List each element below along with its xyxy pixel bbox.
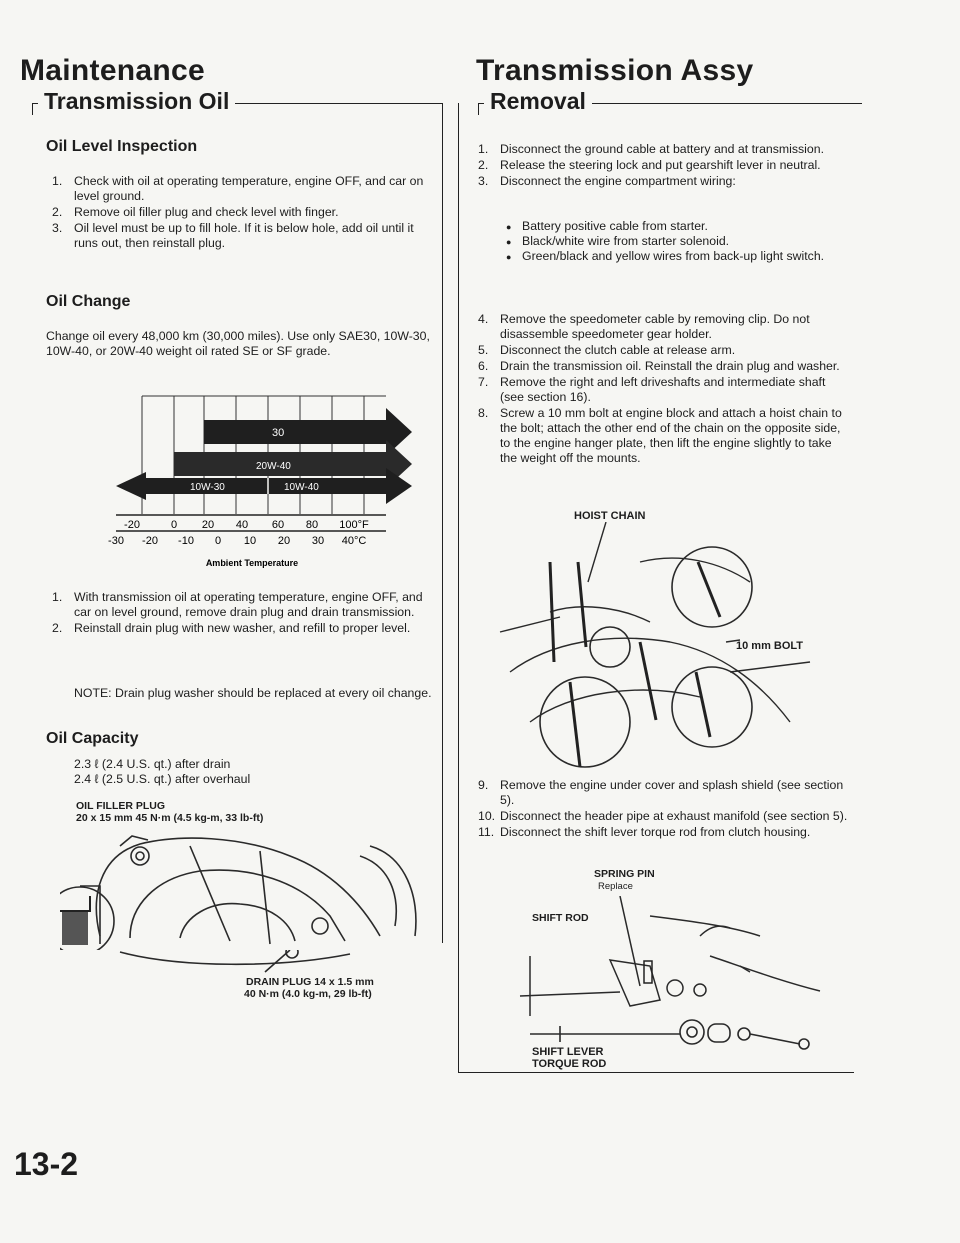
oil-change-steps	[46, 590, 432, 637]
list-item: 1. Disconnect the ground cable at battery and at transmission.	[478, 142, 825, 156]
page-title-left: Maintenance	[20, 54, 206, 87]
list-item: 3. Oil level must be up to fill hole. If it is below hole, add oil until it runs out, then reinstall plug.	[52, 221, 414, 250]
right-box-bottom-rule	[458, 1072, 854, 1073]
bar-label-10w40: 10W-40	[284, 482, 319, 493]
viscosity-chart	[86, 388, 426, 573]
c-tick: 20	[277, 535, 291, 547]
left-box-right-rule	[442, 103, 443, 943]
c-tick: -30	[108, 535, 124, 547]
f-tick: 20	[201, 519, 215, 531]
hoist-chain-illustration	[490, 522, 850, 772]
bolt-label: 10 mm BOLT	[736, 640, 804, 652]
c-tick: 0	[214, 535, 222, 547]
c-tick: 40°C	[341, 535, 367, 547]
list-item: 7. Remove the right and left driveshafts and intermediate shaft (see section 16).	[478, 375, 826, 404]
drain-plug-spec: 40 N·m (4.0 kg-m, 29 lb-ft)	[244, 988, 372, 1000]
bar-label-10w30: 10W-30	[190, 482, 225, 493]
wiring-bullets	[486, 219, 862, 264]
bar-label-30: 30	[272, 427, 285, 439]
bullet-item: ● Black/white wire from starter solenoid.	[506, 234, 862, 249]
list-item: 1. Check with oil at operating temperature, engine OFF, and car on level ground.	[52, 174, 424, 203]
shift-rod-illustration	[500, 896, 840, 1016]
page-title-right: Transmission Assy	[476, 54, 754, 87]
bullet-item: ● Green/black and yellow wires from back-up light switch.	[506, 249, 862, 264]
list-item: 1. With transmission oil at operating temperature, engine OFF, and car on level ground, remove drain plug and drain transmission.	[52, 590, 423, 619]
oil-change-note: NOTE: Drain plug washer should be replaced at every oil change.	[74, 686, 432, 700]
list-item: 2. Release the steering lock and put gearshift lever in neutral.	[478, 158, 821, 172]
shift-rod-label: SHIFT ROD	[532, 912, 589, 924]
chart-caption: Ambient Temperature	[205, 558, 299, 568]
oil-change-intro: Change oil every 48,000 km (30,000 miles). Use only SAE30, 10W-30, 10W-40, or 20W-40 weight oil rated SE or SF grade.	[46, 329, 430, 358]
removal-steps-b	[472, 312, 848, 467]
left-box-left-tick	[32, 103, 33, 115]
page-number: 13-2	[14, 1146, 79, 1182]
heading-oil-level-inspection: Oil Level Inspection	[46, 138, 198, 155]
drain-plug-label: DRAIN PLUG 14 x 1.5 mm	[246, 976, 374, 988]
right-box-left-rule-lower	[458, 948, 459, 1072]
oil-level-steps	[46, 174, 432, 252]
oil-capacity-overhaul: 2.4 ℓ (2.5 U.S. qt.) after overhaul	[74, 772, 251, 786]
list-item: 9. Remove the engine under cover and splash shield (see section 5).	[478, 778, 844, 807]
bar-30	[204, 408, 412, 456]
right-box-left-tick	[478, 103, 479, 115]
section-title-transmission-oil: Transmission Oil	[38, 88, 235, 115]
list-item: 2. Reinstall drain plug with new washer, and refill to proper level.	[52, 621, 411, 635]
heading-oil-capacity: Oil Capacity	[46, 730, 139, 747]
c-tick: 10	[243, 535, 257, 547]
bullet-item: ● Battery positive cable from starter.	[506, 219, 862, 234]
list-item: 8. Screw a 10 mm bolt at engine block and attach a hoist chain to the bolt; attach the other end of the chain on the opposite side, to the engine hanger plate, then lift the engine slightly to take the weight off the mounts.	[478, 406, 842, 465]
torque-rod-label: TORQUE ROD	[532, 1058, 607, 1070]
section-title-removal: Removal	[484, 88, 592, 115]
right-box-left-rule	[458, 103, 459, 948]
spring-pin-label: SPRING PIN	[594, 868, 655, 880]
f-tick: 60	[271, 519, 285, 531]
removal-steps-c	[472, 778, 848, 841]
heading-oil-change: Oil Change	[46, 293, 131, 310]
list-item: 3. Disconnect the engine compartment wiring:	[478, 174, 736, 188]
case-bottom-illustration	[60, 950, 440, 974]
list-item: 2. Remove oil filler plug and check level with finger.	[52, 205, 339, 219]
spring-pin-replace-note: Replace	[598, 881, 633, 892]
c-tick: -10	[178, 535, 194, 547]
oil-filler-plug-spec: 20 x 15 mm 45 N·m (4.5 kg-m, 33 lb-ft)	[76, 812, 264, 824]
f-tick: 0	[170, 519, 178, 531]
transmission-case-illustration	[60, 826, 440, 950]
list-item: 4. Remove the speedometer cable by removing clip. Do not disassemble speedometer gear holder.	[478, 312, 810, 341]
f-tick: -20	[124, 519, 140, 531]
shift-lever-label: SHIFT LEVER	[532, 1046, 604, 1058]
list-item: 6. Drain the transmission oil. Reinstall the drain plug and washer.	[478, 359, 840, 373]
list-item: 5. Disconnect the clutch cable at release arm.	[478, 343, 736, 357]
oil-capacity-drain: 2.3 ℓ (2.4 U.S. qt.) after drain	[74, 757, 231, 771]
bar-label-20w40: 20W-40	[256, 461, 291, 472]
list-item: 11. Disconnect the shift lever torque rod from clutch housing.	[478, 825, 811, 839]
list-item: 10. Disconnect the header pipe at exhaust manifold (see section 5).	[478, 809, 848, 823]
hoist-chain-label: HOIST CHAIN	[574, 510, 646, 522]
oil-filler-plug-label: OIL FILLER PLUG	[76, 800, 166, 812]
f-tick: 80	[305, 519, 319, 531]
f-tick: 40	[235, 519, 249, 531]
removal-steps-a	[472, 142, 848, 190]
f-tick: 100°F	[339, 519, 369, 531]
c-tick: -20	[142, 535, 158, 547]
c-tick: 30	[311, 535, 325, 547]
